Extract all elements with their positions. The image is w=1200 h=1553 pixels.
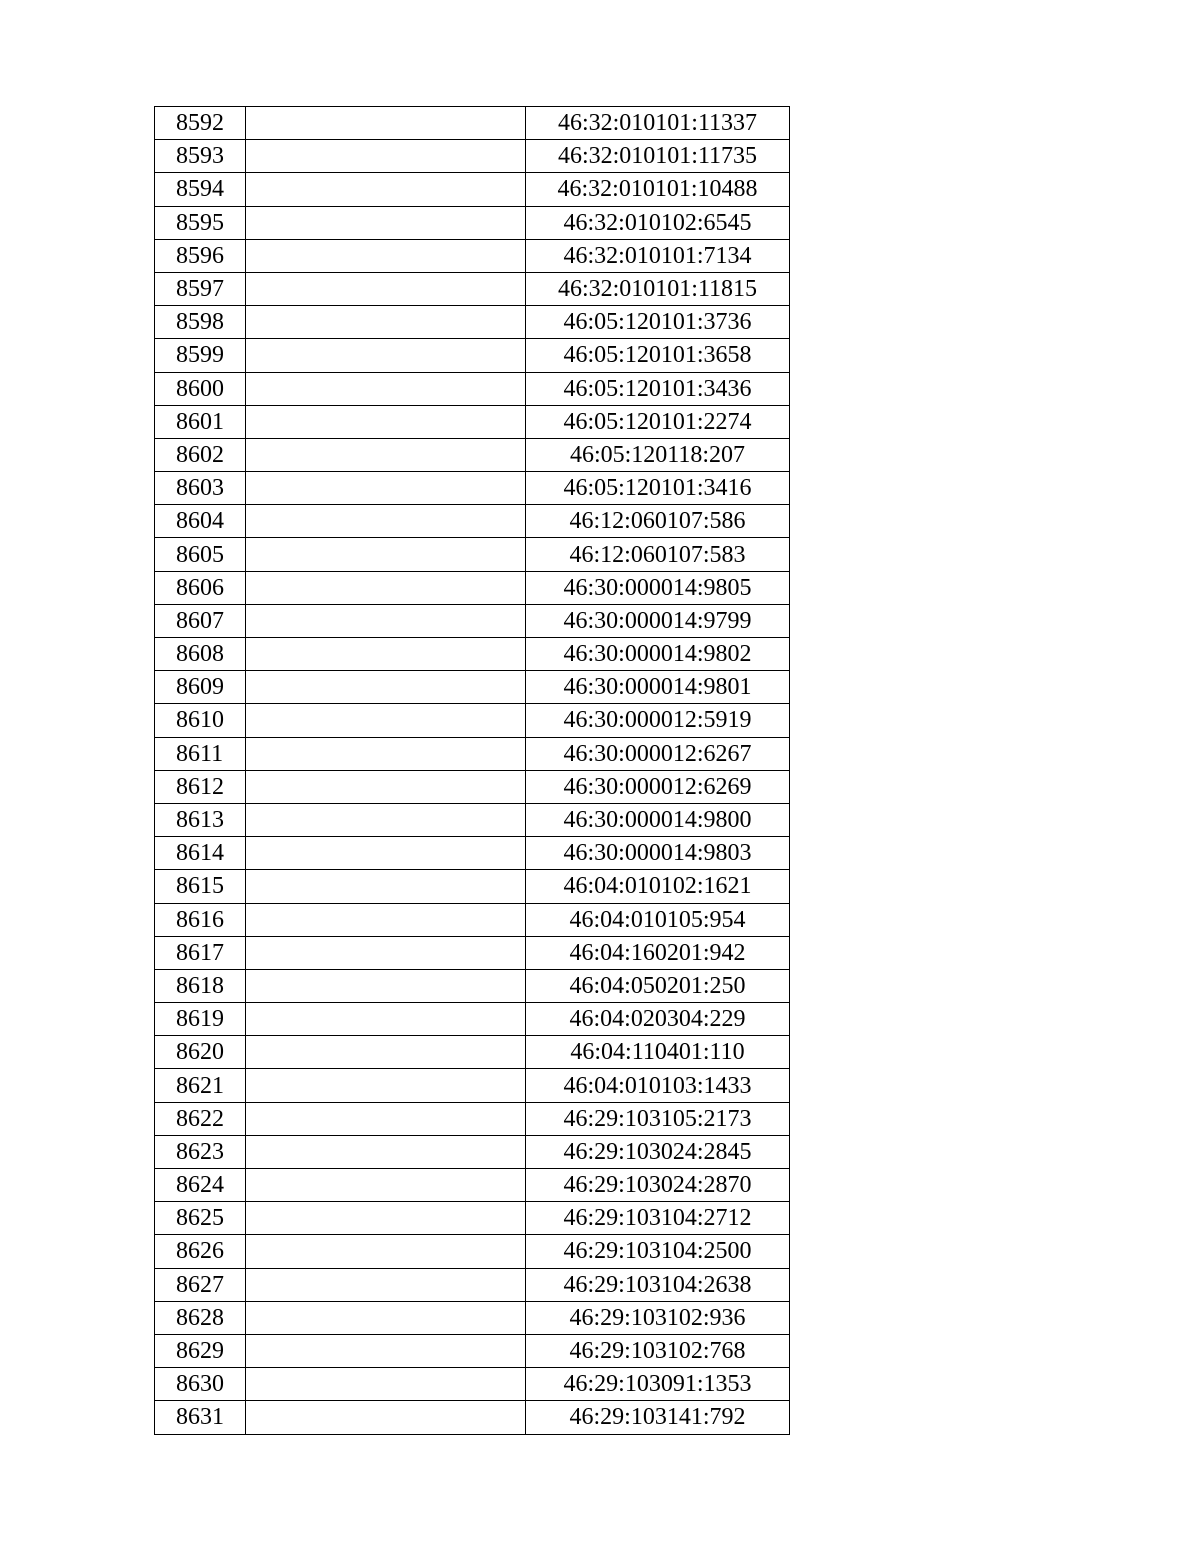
empty-cell bbox=[246, 737, 526, 770]
cadastral-number-cell: 46:04:160201:942 bbox=[526, 936, 790, 969]
cadastral-number-cell: 46:05:120101:3658 bbox=[526, 339, 790, 372]
table-row bbox=[155, 837, 790, 870]
empty-cell bbox=[246, 1069, 526, 1102]
table-row bbox=[155, 870, 790, 903]
row-number-cell: 8608 bbox=[155, 638, 246, 671]
empty-cell bbox=[246, 272, 526, 305]
cadastral-number-cell: 46:04:050201:250 bbox=[526, 969, 790, 1002]
row-number-cell: 8598 bbox=[155, 306, 246, 339]
table-row bbox=[155, 1169, 790, 1202]
cadastral-number-cell: 46:05:120101:3416 bbox=[526, 472, 790, 505]
cadastral-number-cell: 46:04:010102:1621 bbox=[526, 870, 790, 903]
row-number-cell: 8603 bbox=[155, 472, 246, 505]
cadastral-number-cell: 46:32:010101:10488 bbox=[526, 173, 790, 206]
table-row bbox=[155, 1368, 790, 1401]
cadastral-number-cell: 46:30:000014:9802 bbox=[526, 638, 790, 671]
row-number-cell: 8625 bbox=[155, 1202, 246, 1235]
empty-cell bbox=[246, 405, 526, 438]
table-row bbox=[155, 538, 790, 571]
empty-cell bbox=[246, 538, 526, 571]
row-number-cell: 8618 bbox=[155, 969, 246, 1002]
table-row bbox=[155, 1069, 790, 1102]
cadastral-number-cell: 46:29:103102:936 bbox=[526, 1301, 790, 1334]
cadastral-number-cell: 46:30:000014:9805 bbox=[526, 571, 790, 604]
empty-cell bbox=[246, 803, 526, 836]
row-number-cell: 8605 bbox=[155, 538, 246, 571]
cadastral-number-cell: 46:30:000012:5919 bbox=[526, 704, 790, 737]
table-row bbox=[155, 969, 790, 1002]
cadastral-number-cell: 46:29:103102:768 bbox=[526, 1334, 790, 1367]
table-row bbox=[155, 339, 790, 372]
cadastral-number-cell: 46:04:110401:110 bbox=[526, 1036, 790, 1069]
cadastral-number-cell: 46:32:010101:11815 bbox=[526, 272, 790, 305]
table-row bbox=[155, 372, 790, 405]
cadastral-number-cell: 46:29:103104:2638 bbox=[526, 1268, 790, 1301]
cadastral-number-cell: 46:12:060107:583 bbox=[526, 538, 790, 571]
cadastral-number-cell: 46:05:120101:2274 bbox=[526, 405, 790, 438]
empty-cell bbox=[246, 936, 526, 969]
row-number-cell: 8602 bbox=[155, 438, 246, 471]
empty-cell bbox=[246, 1169, 526, 1202]
empty-cell bbox=[246, 870, 526, 903]
cadastral-number-cell: 46:12:060107:586 bbox=[526, 505, 790, 538]
empty-cell bbox=[246, 306, 526, 339]
row-number-cell: 8631 bbox=[155, 1401, 246, 1434]
row-number-cell: 8599 bbox=[155, 339, 246, 372]
empty-cell bbox=[246, 1202, 526, 1235]
table-row bbox=[155, 1334, 790, 1367]
row-number-cell: 8626 bbox=[155, 1235, 246, 1268]
row-number-cell: 8628 bbox=[155, 1301, 246, 1334]
row-number-cell: 8604 bbox=[155, 505, 246, 538]
empty-cell bbox=[246, 505, 526, 538]
row-number-cell: 8606 bbox=[155, 571, 246, 604]
cadastral-number-cell: 46:30:000014:9801 bbox=[526, 671, 790, 704]
row-number-cell: 8619 bbox=[155, 1003, 246, 1036]
cadastral-number-cell: 46:29:103104:2500 bbox=[526, 1235, 790, 1268]
empty-cell bbox=[246, 671, 526, 704]
empty-cell bbox=[246, 1036, 526, 1069]
cadastral-number-cell: 46:30:000014:9800 bbox=[526, 803, 790, 836]
row-number-cell: 8614 bbox=[155, 837, 246, 870]
document-table bbox=[154, 106, 790, 1435]
cadastral-number-cell: 46:32:010102:6545 bbox=[526, 206, 790, 239]
empty-cell bbox=[246, 638, 526, 671]
table-row bbox=[155, 405, 790, 438]
row-number-cell: 8594 bbox=[155, 173, 246, 206]
empty-cell bbox=[246, 704, 526, 737]
cadastral-number-cell: 46:29:103024:2845 bbox=[526, 1135, 790, 1168]
table-row bbox=[155, 438, 790, 471]
empty-cell bbox=[246, 969, 526, 1002]
row-number-cell: 8601 bbox=[155, 405, 246, 438]
row-number-cell: 8609 bbox=[155, 671, 246, 704]
cadastral-number-cell: 46:30:000014:9803 bbox=[526, 837, 790, 870]
empty-cell bbox=[246, 770, 526, 803]
empty-cell bbox=[246, 1368, 526, 1401]
table-row bbox=[155, 1135, 790, 1168]
cadastral-number-cell: 46:29:103105:2173 bbox=[526, 1102, 790, 1135]
table-row bbox=[155, 803, 790, 836]
empty-cell bbox=[246, 571, 526, 604]
row-number-cell: 8622 bbox=[155, 1102, 246, 1135]
empty-cell bbox=[246, 1102, 526, 1135]
cadastral-number-cell: 46:32:010101:11337 bbox=[526, 107, 790, 140]
cadastral-number-cell: 46:05:120118:207 bbox=[526, 438, 790, 471]
row-number-cell: 8624 bbox=[155, 1169, 246, 1202]
table-row bbox=[155, 571, 790, 604]
table-row bbox=[155, 1202, 790, 1235]
empty-cell bbox=[246, 206, 526, 239]
cadastral-number-cell: 46:30:000012:6269 bbox=[526, 770, 790, 803]
row-number-cell: 8613 bbox=[155, 803, 246, 836]
table-row bbox=[155, 1235, 790, 1268]
row-number-cell: 8630 bbox=[155, 1368, 246, 1401]
table-row bbox=[155, 239, 790, 272]
empty-cell bbox=[246, 1235, 526, 1268]
row-number-cell: 8623 bbox=[155, 1135, 246, 1168]
table-row bbox=[155, 505, 790, 538]
empty-cell bbox=[246, 1135, 526, 1168]
cadastral-number-cell: 46:05:120101:3736 bbox=[526, 306, 790, 339]
table-row bbox=[155, 1301, 790, 1334]
cadastral-number-cell: 46:05:120101:3436 bbox=[526, 372, 790, 405]
empty-cell bbox=[246, 1003, 526, 1036]
empty-cell bbox=[246, 604, 526, 637]
table-row bbox=[155, 638, 790, 671]
row-number-cell: 8600 bbox=[155, 372, 246, 405]
table-row bbox=[155, 173, 790, 206]
empty-cell bbox=[246, 1301, 526, 1334]
table-row bbox=[155, 737, 790, 770]
table-row bbox=[155, 671, 790, 704]
row-number-cell: 8615 bbox=[155, 870, 246, 903]
row-number-cell: 8597 bbox=[155, 272, 246, 305]
empty-cell bbox=[246, 1334, 526, 1367]
table-row bbox=[155, 604, 790, 637]
cadastral-number-cell: 46:04:020304:229 bbox=[526, 1003, 790, 1036]
empty-cell bbox=[246, 438, 526, 471]
cadastral-number-cell: 46:04:010103:1433 bbox=[526, 1069, 790, 1102]
empty-cell bbox=[246, 903, 526, 936]
table-row bbox=[155, 1003, 790, 1036]
row-number-cell: 8610 bbox=[155, 704, 246, 737]
table-body bbox=[155, 107, 790, 1435]
row-number-cell: 8611 bbox=[155, 737, 246, 770]
empty-cell bbox=[246, 1268, 526, 1301]
table-row bbox=[155, 704, 790, 737]
empty-cell bbox=[246, 1401, 526, 1434]
table-row bbox=[155, 1036, 790, 1069]
table-row bbox=[155, 206, 790, 239]
table-row bbox=[155, 936, 790, 969]
row-number-cell: 8620 bbox=[155, 1036, 246, 1069]
row-number-cell: 8627 bbox=[155, 1268, 246, 1301]
row-number-cell: 8617 bbox=[155, 936, 246, 969]
table-row bbox=[155, 140, 790, 173]
table-row bbox=[155, 1268, 790, 1301]
table-row bbox=[155, 770, 790, 803]
empty-cell bbox=[246, 472, 526, 505]
empty-cell bbox=[246, 837, 526, 870]
empty-cell bbox=[246, 107, 526, 140]
cadastral-number-cell: 46:30:000012:6267 bbox=[526, 737, 790, 770]
row-number-cell: 8616 bbox=[155, 903, 246, 936]
table-row bbox=[155, 903, 790, 936]
row-number-cell: 8595 bbox=[155, 206, 246, 239]
table-row bbox=[155, 306, 790, 339]
cadastral-number-cell: 46:32:010101:11735 bbox=[526, 140, 790, 173]
empty-cell bbox=[246, 339, 526, 372]
cadastral-number-cell: 46:30:000014:9799 bbox=[526, 604, 790, 637]
row-number-cell: 8621 bbox=[155, 1069, 246, 1102]
table-row bbox=[155, 1401, 790, 1434]
table-row bbox=[155, 272, 790, 305]
row-number-cell: 8607 bbox=[155, 604, 246, 637]
row-number-cell: 8629 bbox=[155, 1334, 246, 1367]
table-row bbox=[155, 107, 790, 140]
empty-cell bbox=[246, 239, 526, 272]
table-row bbox=[155, 472, 790, 505]
cadastral-number-cell: 46:29:103141:792 bbox=[526, 1401, 790, 1434]
cadastral-number-cell: 46:32:010101:7134 bbox=[526, 239, 790, 272]
cadastral-number-cell: 46:04:010105:954 bbox=[526, 903, 790, 936]
empty-cell bbox=[246, 140, 526, 173]
row-number-cell: 8612 bbox=[155, 770, 246, 803]
row-number-cell: 8592 bbox=[155, 107, 246, 140]
empty-cell bbox=[246, 173, 526, 206]
row-number-cell: 8596 bbox=[155, 239, 246, 272]
empty-cell bbox=[246, 372, 526, 405]
cadastral-number-cell: 46:29:103104:2712 bbox=[526, 1202, 790, 1235]
cadastral-number-cell: 46:29:103024:2870 bbox=[526, 1169, 790, 1202]
row-number-cell: 8593 bbox=[155, 140, 246, 173]
table-row bbox=[155, 1102, 790, 1135]
cadastral-number-cell: 46:29:103091:1353 bbox=[526, 1368, 790, 1401]
